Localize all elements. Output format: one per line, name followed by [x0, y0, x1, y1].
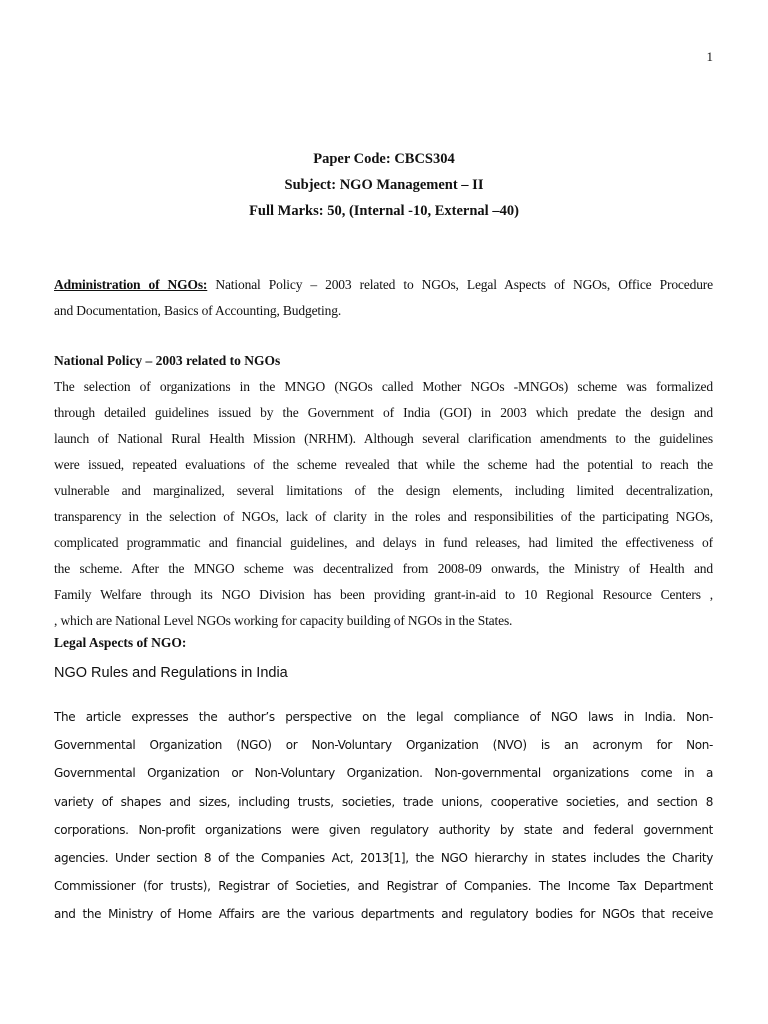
paragraph-line: were issued, repeated evaluations of the scheme revealed that while the scheme had the potential to reach the — [54, 457, 713, 472]
paragraph-line: and the Ministry of Home Affairs are the various departments and regulatory bodies for NGOs that receive — [54, 907, 713, 922]
full-marks: Full Marks: 50, (Internal -10, External –40) — [249, 203, 519, 219]
administration-paragraph — [54, 272, 713, 324]
national-policy-paragraph — [54, 374, 713, 634]
administration-heading: Administration of NGOs: — [54, 277, 208, 292]
paragraph-line: , which are National Level NGOs working for capacity building of NGOs in the States. — [54, 613, 513, 628]
paragraph-line: Governmental Organization (NGO) or Non-Voluntary Organization (NVO) is an acronym for Non- — [54, 738, 713, 753]
paragraph-line: variety of shapes and sizes, including trusts, societies, trade unions, cooperative societies, and section 8 — [54, 794, 713, 809]
paragraph-line: Commissioner (for trusts), Registrar of Societies, and Registrar of Companies. The Income Tax Department — [54, 879, 713, 894]
paragraph-line: through detailed guidelines issued by the Government of India (GOI) in 2003 which predate the design and — [54, 405, 713, 420]
paragraph-line: agencies. Under section 8 of the Companies Act, 2013[1], the NGO hierarchy in states includes the Charity — [54, 850, 713, 865]
paragraph-line: The selection of organizations in the MNGO (NGOs called Mother NGOs -MNGOs) scheme was formalized — [54, 379, 713, 394]
paragraph-line: vulnerable and marginalized, several limitations of the design elements, including limited decentralization, — [54, 483, 713, 498]
paragraph-line: corporations. Non-profit organizations were given regulatory authority by state and federal government — [54, 822, 713, 837]
national-policy-heading: National Policy – 2003 related to NGOs — [54, 353, 281, 368]
rules-heading: NGO Rules and Regulations in India — [54, 665, 288, 681]
paragraph-line: Family Welfare through its NGO Division has been providing grant-in-aid to 10 Regional Resource Centers , — [54, 587, 713, 602]
paper-header — [0, 146, 768, 224]
administration-line: and Documentation, Basics of Accounting, Budgeting. — [54, 303, 342, 318]
paragraph-line: The article expresses the author’s perspective on the legal compliance of NGO laws in India. Non- — [54, 710, 713, 724]
paragraph-line: Governmental Organization or Non-Voluntary Organization. Non-governmental organizations come in a — [54, 766, 713, 781]
legal-aspects-heading: Legal Aspects of NGO: — [54, 635, 187, 650]
administration-text: National Policy – 2003 related to NGOs, Legal Aspects of NGOs, Office Procedure — [207, 277, 713, 292]
subject-line: Subject: NGO Management – II — [284, 177, 484, 193]
paragraph-line: transparency in the selection of NGOs, lack of clarity in the roles and responsibilities of the participating NGOs, — [54, 509, 713, 524]
paper-code: Paper Code: CBCS304 — [313, 151, 455, 167]
page-number: 1 — [706, 49, 713, 64]
paragraph-line: the scheme. After the MNGO scheme was decentralized from 2008-09 onwards, the Ministry of Health and — [54, 561, 713, 576]
paragraph-line: launch of National Rural Health Mission (NRHM). Although several clarification amendments to the guidelines — [54, 431, 713, 446]
administration-line — [54, 272, 713, 298]
paragraph-line: complicated programmatic and financial guidelines, and delays in fund releases, had limited the effectiveness of — [54, 535, 713, 550]
rules-paragraph — [54, 703, 713, 929]
